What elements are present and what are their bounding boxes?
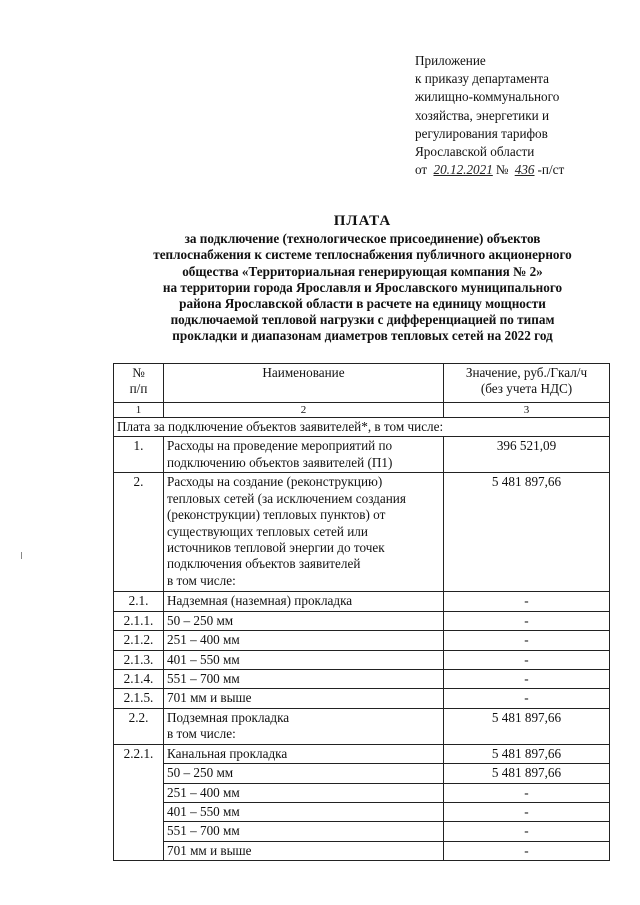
index-cell: 2 <box>164 403 444 418</box>
span-cell: Плата за подключение объектов заявителей*, в том числе: <box>114 418 610 437</box>
header-num <box>114 364 164 403</box>
appendix-line: к приказу департамента <box>415 71 549 87</box>
table-row <box>114 631 610 650</box>
span-row <box>114 418 610 437</box>
appendix-line: регулирования тарифов <box>415 125 548 141</box>
table-row <box>114 670 610 689</box>
index-row <box>114 403 610 418</box>
order-date-line <box>415 161 564 179</box>
row-num: 2.1.5. <box>114 689 164 708</box>
row-name: 701 мм и выше <box>164 689 444 708</box>
row-name <box>164 708 444 744</box>
row-name: 551 – 700 мм <box>164 822 444 841</box>
row-value: 5 481 897,66 <box>444 744 610 763</box>
table-row <box>114 689 610 708</box>
row-name-line: Подземная прокладка <box>167 709 290 725</box>
row-value: - <box>444 611 610 630</box>
table-row <box>114 822 610 841</box>
order-number: 436 <box>514 162 535 178</box>
row-num: 1. <box>114 437 164 473</box>
row-num: 2. <box>114 473 164 592</box>
row-num: 2.1.1. <box>114 611 164 630</box>
table-row <box>114 650 610 669</box>
table-row <box>114 803 610 822</box>
row-value: - <box>444 841 610 860</box>
margin-mark <box>21 552 22 559</box>
appendix-block <box>415 52 564 179</box>
row-name <box>164 473 444 592</box>
row-name: Надземная (наземная) прокладка <box>164 592 444 611</box>
title-line: района Ярославской области в расчете на единицу мощности <box>179 296 546 312</box>
table-row <box>114 473 610 592</box>
title-line: теплоснабжения к системе теплоснабжения публичного акционерного <box>153 247 572 263</box>
row-name: 251 – 400 мм <box>164 783 444 802</box>
row-name-line: тепловых сетей (за исключением создания <box>167 490 406 506</box>
row-name: 401 – 550 мм <box>164 650 444 669</box>
title-line: за подключение (технологическое присоединение) объектов <box>184 231 541 247</box>
row-num: 2.1.4. <box>114 670 164 689</box>
index-cell: 3 <box>444 403 610 418</box>
row-name-line: Расходы на проведение мероприятий по <box>167 438 393 454</box>
appendix-line: Приложение <box>415 53 486 68</box>
row-name-line: подключения объектов заявителей <box>167 556 361 572</box>
row-name: 251 – 400 мм <box>164 631 444 650</box>
header-row <box>114 364 610 403</box>
row-value: - <box>444 783 610 802</box>
number-suffix: -п/ст <box>537 162 565 178</box>
table-row <box>114 611 610 630</box>
row-value: - <box>444 650 610 669</box>
header-num-line: № <box>132 365 145 380</box>
row-name-line: источников тепловой энергии до точек <box>167 540 385 556</box>
row-name <box>164 437 444 473</box>
row-name-line: в том числе: <box>167 572 236 588</box>
row-name-line: Расходы на создание (реконструкцию) <box>167 474 383 490</box>
fee-table <box>113 363 610 861</box>
table-row <box>114 708 610 744</box>
row-value: - <box>444 631 610 650</box>
row-name: Канальная прокладка <box>164 744 444 763</box>
row-num: 2.1.3. <box>114 650 164 669</box>
header-num-line: п/п <box>129 381 148 397</box>
table-row <box>114 783 610 802</box>
row-value: - <box>444 670 610 689</box>
appendix-line: жилищно-коммунального <box>415 89 560 105</box>
appendix-line: Ярославской области <box>415 144 535 160</box>
table-row <box>114 764 610 783</box>
title-line: прокладки и диапазонам диаметров тепловых сетей на 2022 год <box>172 328 553 344</box>
row-name: 701 мм и выше <box>164 841 444 860</box>
document-title <box>95 213 630 345</box>
table-row <box>114 841 610 860</box>
row-num: 2.2. <box>114 708 164 744</box>
row-value: 396 521,09 <box>444 437 610 473</box>
row-num: 2.1. <box>114 592 164 611</box>
header-name: Наименование <box>164 364 444 403</box>
row-value: - <box>444 822 610 841</box>
row-value: - <box>444 689 610 708</box>
row-num: 2.1.2. <box>114 631 164 650</box>
row-name-line: существующих тепловых сетей или <box>167 523 368 539</box>
title-main: ПЛАТА <box>333 213 392 229</box>
header-value-line: (без учета НДС) <box>480 381 573 397</box>
row-value: 5 481 897,66 <box>444 708 610 744</box>
row-name-line: в том числе: <box>167 726 236 742</box>
row-value: - <box>444 803 610 822</box>
row-name: 50 – 250 мм <box>164 611 444 630</box>
title-line: общества «Территориальная генерирующая компания № 2» <box>182 263 543 279</box>
row-name-line: (реконструкции) тепловых пунктов) от <box>167 507 386 523</box>
date-prefix: от <box>415 162 428 178</box>
order-date: 20.12.2021 <box>433 162 493 178</box>
row-name: 50 – 250 мм <box>164 764 444 783</box>
title-line: на территории города Ярославля и Ярославского муниципального <box>162 279 563 295</box>
header-value <box>444 364 610 403</box>
row-num: 2.2.1. <box>114 744 164 860</box>
row-value: 5 481 897,66 <box>444 473 610 592</box>
row-name-line: подключению объектов заявителей (П1) <box>167 454 393 470</box>
number-prefix: № <box>495 162 509 178</box>
row-name: 401 – 550 мм <box>164 803 444 822</box>
appendix-line: хозяйства, энергетики и <box>415 107 550 123</box>
row-value: 5 481 897,66 <box>444 764 610 783</box>
index-cell: 1 <box>114 403 164 418</box>
table-row <box>114 744 610 763</box>
table-row <box>114 592 610 611</box>
table-row <box>114 437 610 473</box>
header-value-line: Значение, руб./Гкал/ч <box>465 365 588 380</box>
row-value: - <box>444 592 610 611</box>
title-line: подключаемой тепловой нагрузки с дифференциацией по типам <box>170 312 555 328</box>
row-name: 551 – 700 мм <box>164 670 444 689</box>
